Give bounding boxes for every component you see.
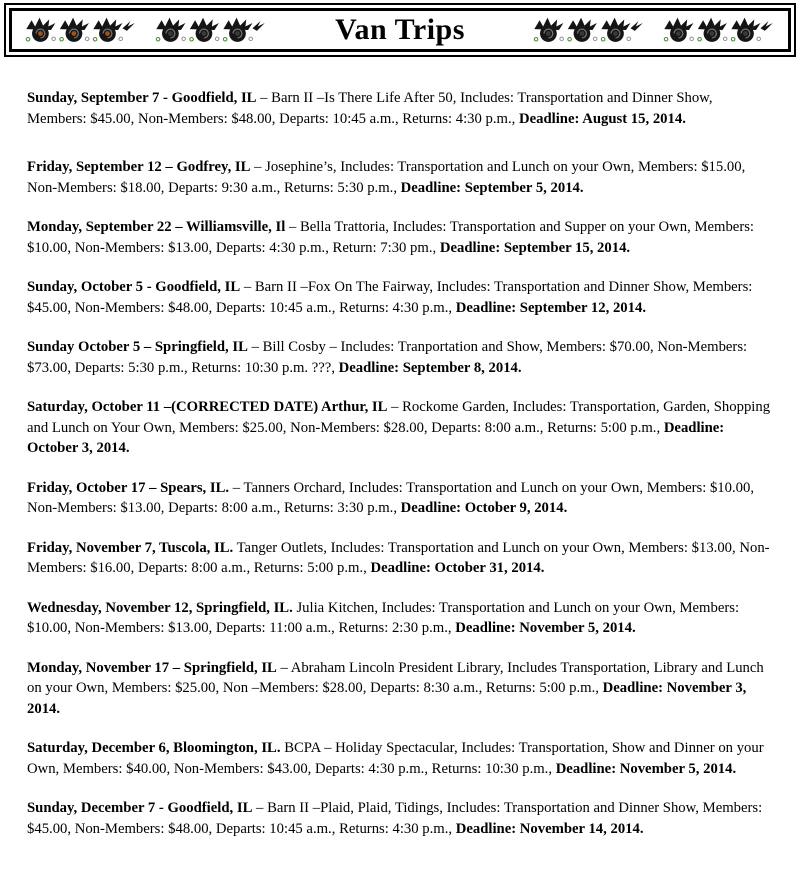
trip-date-location: Sunday, December 7 - Goodfield, IL [27, 800, 253, 816]
trip-deadline: Deadline: October 9, 2014. [400, 500, 568, 516]
trip-list [0, 57, 800, 870]
floral-cluster-icon [532, 15, 646, 45]
trip-entry [27, 738, 774, 779]
trip-details: – Bill Cosby – Includes: Tranportation and Show, Members: $70.00, Non-Members: $73.00, Departs: 5:30 p.m., Returns: 10:30 p.m. ???, [27, 339, 748, 376]
trip-entry [27, 397, 774, 459]
trip-details: Julia Kitchen, Includes: Transportation and Lunch on your Own, Members: $10.00, Non-Members: $13.00, Departs: 11:00 a.m., Returns: 2:30 p.m., [27, 599, 740, 636]
header-banner-inner [9, 8, 791, 52]
trip-date-location: Sunday, September 7 - Goodfield, IL [27, 90, 257, 106]
trip-details: – Barn II –Fox On The Fairway, Includes: Transportation and Dinner Show, Members: $45.00, Non-Members: $48.00, Departs: 10:45 a.m., Returns: 4:30 p.m., [27, 279, 753, 316]
floral-group-right [532, 15, 776, 45]
trip-date-location: Monday, November 17 – Springfield, IL [27, 659, 277, 676]
trip-date-location: Friday, October 17 – Spears, IL. [27, 479, 230, 496]
trip-entry [27, 88, 774, 129]
trip-deadline: Deadline: November 5, 2014. [555, 760, 737, 777]
trip-deadline: Deadline: September 8, 2014. [338, 359, 522, 376]
trip-deadline: Deadline: October 31, 2014. [370, 560, 545, 576]
header-banner [4, 3, 796, 57]
trip-details: Tanger Outlets, Includes: Transportation and Lunch on your Own, Members: $13.00, Non-Members: $16.00, Departs: 8:00 a.m., Returns: 5:00 p.m., [27, 539, 770, 576]
trip-deadline: Deadline: October 3, 2014. [27, 419, 725, 456]
trip-entry [27, 598, 774, 639]
trip-deadline: Deadline: August 15, 2014. [518, 110, 686, 127]
trip-deadline: Deadline: September 5, 2014. [400, 179, 584, 196]
floral-group-left [24, 15, 268, 45]
trip-deadline: Deadline: September 12, 2014. [455, 299, 646, 316]
page-title: Van Trips [335, 13, 465, 46]
trip-date-location: Sunday October 5 – Springfield, IL [27, 339, 248, 355]
trip-date-location: Friday, September 12 – Godfrey, IL [27, 159, 251, 175]
trip-entry [27, 157, 774, 198]
floral-cluster-icon [154, 15, 268, 45]
trip-entry [27, 277, 774, 318]
trip-deadline: Deadline: September 15, 2014. [439, 239, 631, 256]
floral-cluster-icon [24, 15, 138, 45]
trip-date-location: Monday, September 22 – Williamsville, Il [27, 219, 286, 235]
trip-deadline: Deadline: November 5, 2014. [455, 620, 636, 636]
trip-entry [27, 798, 774, 839]
trip-entry [27, 658, 774, 720]
trip-details: – Bella Trattoria, Includes: Transportation and Supper on your Own, Members: $10.00, Non-Members: $13.00, Departs: 4:30 p.m., Return: 7:30 pm., [27, 219, 755, 256]
floral-cluster-icon [662, 15, 776, 45]
trip-date-location: Saturday, December 6, Bloomington, IL. [27, 740, 281, 756]
trip-entry [27, 478, 774, 519]
trip-entry [27, 337, 774, 378]
trip-entry [27, 217, 774, 258]
trip-details: – Josephine’s, Includes: Transportation and Lunch on your Own, Members: $15.00, Non-Members: $18.00, Departs: 9:30 a.m., Returns: 5:30 p.m., [27, 159, 746, 196]
trip-details: – Rockome Garden, Includes: Transportation, Garden, Shopping and Lunch on Your Own, Members: $25.00, Non-Members: $28.00, Departs: 8:00 a.m., Returns: 5:00 p.m., [27, 399, 771, 436]
trip-date-location: Friday, November 7, Tuscola, IL. [27, 539, 234, 556]
trip-details: – Tanners Orchard, Includes: Transportation and Lunch on your Own, Members: $10.00, Non-Members: $13.00, Departs: 8:00 a.m., Returns: 3:30 p.m., [27, 479, 755, 516]
trip-date-location: Sunday, October 5 - Goodfield, IL [27, 279, 241, 295]
trip-date-location: Saturday, October 11 –(CORRECTED DATE) Arthur, IL [27, 399, 388, 415]
trip-date-location: Wednesday, November 12, Springfield, IL. [27, 599, 293, 616]
trip-details: – Barn II –Plaid, Plaid, Tidings, Includes: Transportation and Dinner Show, Members: $45.00, Non-Members: $48.00, Departs: 10:45 a.m., Returns: 4:30 p.m., [27, 800, 763, 837]
trip-details: – Barn II –Is There Life After 50, Includes: Transportation and Dinner Show, Members: $45.00, Non-Members: $48.00, Departs: 10:45 a.m., Returns: 4:30 p.m., [27, 90, 713, 127]
trip-details: – Abraham Lincoln President Library, Includes Transportation, Library and Lunch on your Own, Members: $25.00, Non –Members: $28.00, Departs: 8:30 a.m., Returns: 5:00 p.m., [27, 659, 764, 696]
trip-deadline: Deadline: November 14, 2014. [455, 820, 644, 837]
trip-details: BCPA – Holiday Spectacular, Includes: Transportation, Show and Dinner on your Own, Members: $40.00, Non-Members: $43.00, Departs: 4:30 p.m., Returns: 10:30 p.m., [27, 740, 764, 777]
trip-entry [27, 538, 774, 579]
trip-deadline: Deadline: November 3, 2014. [27, 680, 747, 717]
